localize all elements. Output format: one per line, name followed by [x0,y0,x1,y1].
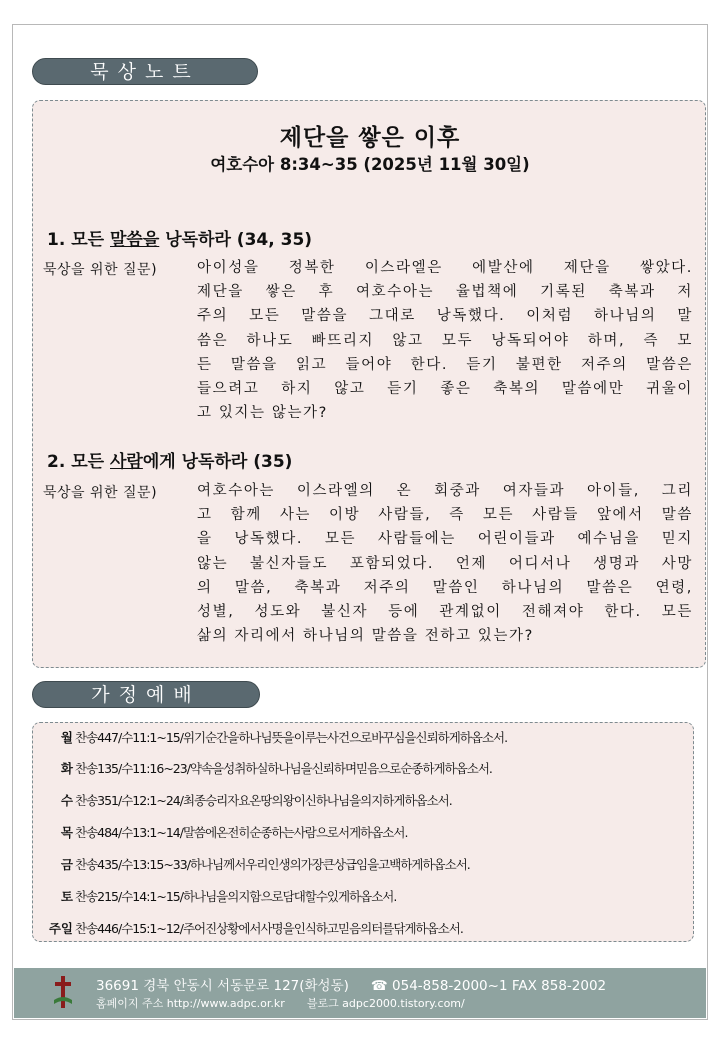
scripture-reference: 여호수아 8:34~35 (2025년 11월 30일) [210,155,530,174]
point-1-heading-pre: 모든 [71,230,105,250]
homepage-link[interactable]: 홈페이지 주소 http://www.adpc.or.kr [96,997,285,1010]
point-2-line: 성별, 성도와 불신자 등에 관계없이 전해져야 한다. 모든 [197,604,693,621]
church-address: 36691 경북 안동시 서동문로 127(화성동) [96,978,349,994]
point-2-heading-post: 에게 낭독하라 (35) [142,452,293,472]
point-1-heading [47,225,312,250]
point-2-number: 2. [47,452,66,472]
point-1-question-body [197,256,693,425]
footer-web-line [96,995,465,1011]
meditation-note-tab: 묵상노트 [32,58,258,85]
footer-address-line [96,974,606,994]
point-1-line: 아이성을 정복한 이스라엘은 에발산에 제단을 쌓았다. [197,260,693,276]
point-2-question-label: 묵상을 위한 질문) [43,485,158,501]
point-1-line: 들으려고 하지 않고 듣기 좋은 축복의 말씀에만 귀울이 [197,381,693,398]
worship-entry: 찬송215/수14:1~15/하나님을의지함으로담대할수있게하옵소서. [75,889,397,904]
church-cross-logo-icon [52,974,74,1010]
worship-entry: 찬송135/수11:16~23/약속을성취하실하나님을신뢰하며믿음으로순종하게하옵소서. [75,761,492,776]
point-2-line: 고 함께 사는 이방 사람들, 즉 모든 사람들 앞에서 말씀 [197,507,693,524]
day-label: 토 [60,889,73,904]
family-worship-tab: 가정예배 [32,681,260,708]
day-label: 수 [60,793,73,808]
church-footer [14,968,706,1018]
blog-link[interactable]: 블로그 adpc2000.tistory.com/ [306,997,465,1010]
point-1-line: 씀은 하나도 빠뜨리지 않고 모두 낭독되어야 하며, 즉 모 [197,332,693,349]
family-row-friday [33,854,693,876]
point-2-heading [47,447,292,472]
point-1-heading-underlined: 말씀을 [110,230,160,250]
point-1-line: 주의 모든 말씀을 그대로 낭독했다. 이처럼 하나님의 말 [197,308,693,325]
point-2-heading-underlined: 사람 [110,452,143,472]
point-2-line: 의 말씀, 축복과 저주의 말씀인 하나님의 말씀은 연령, [197,579,693,596]
worship-entry: 찬송484/수13:1~14/말씀에온전히순종하는사람으로서게하옵소서. [75,825,408,840]
family-row-wednesday [33,790,693,812]
family-row-saturday [33,886,693,908]
point-2-line: 여호수아는 이스라엘의 온 회중과 여자들과 아이들, 그리 [197,483,693,499]
family-worship-box [32,722,694,942]
point-2-line: 삶의 자리에서 하나님의 말씀을 전하고 있는가? [197,628,534,645]
church-phone: ☎ 054-858-2000~1 FAX 858-2002 [370,978,607,994]
sermon-title: 제단을 쌓은 이후 [279,125,461,151]
day-label: 화 [60,761,73,776]
worship-entry: 찬송435/수13:15~33/하나님께서우리인생의가장큰상급임을고백하게하옵소서. [75,857,470,872]
point-2-line: 않는 불신자들도 포함되었다. 언제 어디서나 생명과 사망 [197,555,693,572]
worship-entry: 찬송446/수15:1~12/주어진상황에서사명을인식하고믿음의터를닦게하옵소서. [75,921,463,936]
day-label: 금 [60,857,73,872]
family-row-tuesday [33,758,693,780]
worship-entry: 찬송447/수11:1~15/위기순간을하나님뜻을이루는사건으로바꾸심을신뢰하게하옵소서. [75,730,508,745]
point-1-line: 든 말씀을 읽고 들어야 한다. 듣기 불편한 저주의 말씀은 [197,356,693,373]
day-label: 주일 [48,921,73,936]
point-2-heading-pre: 모든 [71,452,105,472]
day-label: 목 [60,825,73,840]
day-label: 월 [60,730,73,745]
point-1-question-label: 묵상을 위한 질문) [43,262,158,278]
family-row-monday [33,727,693,749]
point-1-number: 1. [47,230,66,250]
meditation-box [32,100,706,668]
point-2-line: 을 낭독했다. 모든 사람들에는 어린이들과 예수님을 믿지 [197,531,693,548]
point-1-heading-post: 낭독하라 (34, 35) [165,230,313,250]
point-1-line: 제단을 쌓은 후 여호수아는 율법책에 기록된 축복과 저 [197,284,693,301]
point-1-line: 고 있지는 않는가? [197,405,328,422]
family-row-thursday [33,822,693,844]
family-row-sunday [33,918,693,940]
point-2-question-body [197,479,693,648]
worship-entry: 찬송351/수12:1~24/최종승리자요온땅의왕이신하나님을의지하게하옵소서. [75,793,452,808]
